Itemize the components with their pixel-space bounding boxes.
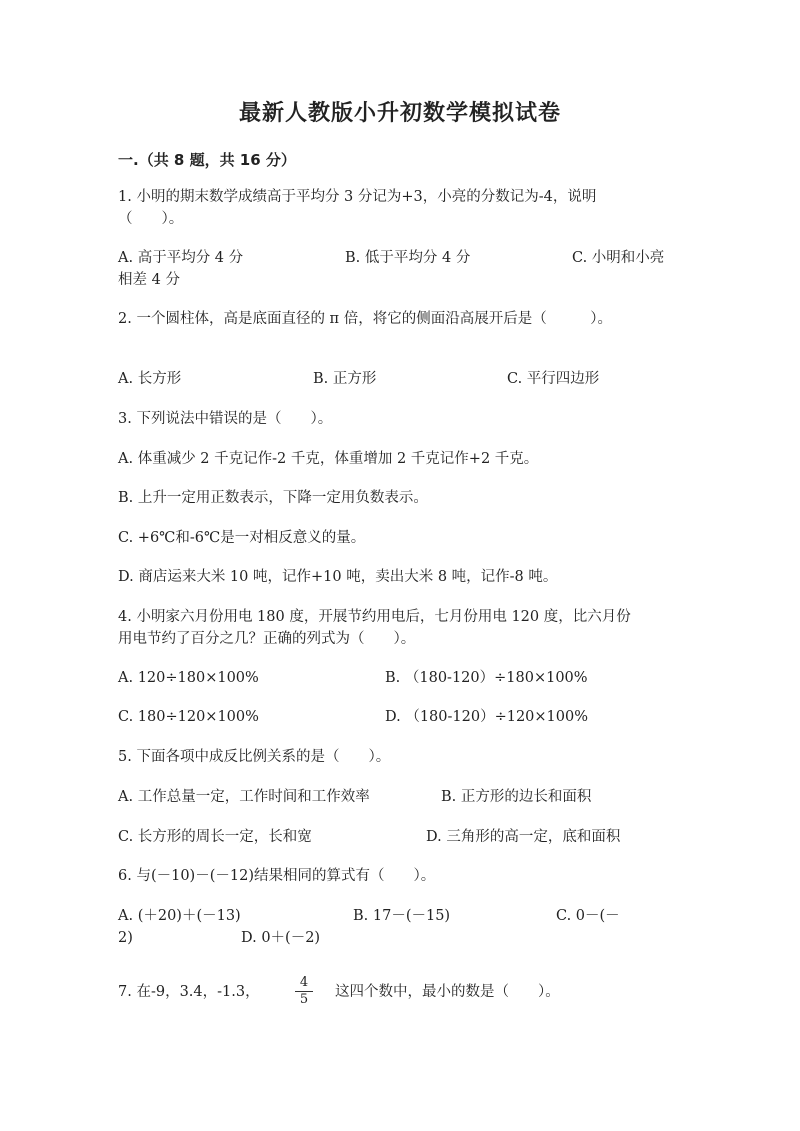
question-6-option-d: D. 0＋(－2) <box>241 930 321 946</box>
question-4-stem-line2: 用电节约了百分之几？正确的列式为（ ）。 <box>118 631 416 647</box>
question-5-stem: 5. 下面各项中成反比例关系的是（ ）。 <box>118 749 391 765</box>
question-3-option-b: B. 上升一定用正数表示，下降一定用负数表示。 <box>118 490 428 506</box>
question-1-stem-line2: （ ）。 <box>118 211 184 227</box>
question-5-option-d: D. 三角形的高一定，底和面积 <box>426 829 621 845</box>
fraction-denominator: 5 <box>299 992 309 1007</box>
question-6-option-a: A. (＋20)＋(－13) <box>118 908 241 924</box>
question-4-option-b: B. （180-120）÷180×100% <box>385 670 588 686</box>
question-7-stem-start: 7. 在-9，3.4，-1.3， <box>118 984 260 1000</box>
fraction-numerator: 4 <box>295 975 313 992</box>
question-4-option-c: C. 180÷120×100% <box>118 709 259 725</box>
question-4-option-a: A. 120÷180×100% <box>118 670 259 686</box>
question-5-option-c: C. 长方形的周长一定，长和宽 <box>118 829 312 845</box>
question-6-option-c-line1: C. 0－(－ <box>556 908 620 924</box>
fraction-four-fifths <box>295 975 313 1008</box>
question-6-option-b: B. 17－(－15) <box>353 908 451 924</box>
question-2-option-c: C. 平行四边形 <box>507 371 600 387</box>
question-2-option-a: A. 长方形 <box>118 371 182 387</box>
question-1-stem-line1: 1. 小明的期末数学成绩高于平均分 3 分记为+3，小亮的分数记为-4，说明 <box>118 189 597 205</box>
question-6-stem: 6. 与(－10)－(－12)结果相同的算式有（ ）。 <box>118 868 436 884</box>
question-4-stem-line1: 4. 小明家六月份用电 180 度，开展节约用电后，七月份用电 120 度，比六月份 <box>118 609 631 625</box>
question-3-stem: 3. 下列说法中错误的是（ ）。 <box>118 411 333 427</box>
question-4-option-d: D. （180-120）÷120×100% <box>385 709 589 725</box>
question-1-option-c-line1: C. 小明和小亮 <box>572 250 665 266</box>
question-3-option-c: C. +6℃和-6℃是一对相反意义的量。 <box>118 530 366 546</box>
question-2-option-b: B. 正方形 <box>313 371 377 387</box>
question-1-option-c-line2: 相差 4 分 <box>118 272 180 288</box>
question-2-stem: 2. 一个圆柱体，高是底面直径的 π 倍，将它的侧面沿高展开后是（ ）。 <box>118 311 612 327</box>
question-1-option-b: B. 低于平均分 4 分 <box>345 250 471 266</box>
question-3-option-a: A. 体重减少 2 千克记作-2 千克，体重增加 2 千克记作+2 千克。 <box>118 451 539 467</box>
question-5-option-b: B. 正方形的边长和面积 <box>441 789 592 805</box>
question-7-stem-end: 这四个数中，最小的数是（ ）。 <box>335 984 560 1000</box>
question-1-option-a: A. 高于平均分 4 分 <box>118 250 244 266</box>
question-3-option-d: D. 商店运来大米 10 吨，记作+10 吨，卖出大米 8 吨，记作-8 吨。 <box>118 569 558 585</box>
page-title: 最新人教版小升初数学模拟试卷 <box>238 101 561 126</box>
question-6-option-c-line2: 2) <box>118 930 133 946</box>
question-5-option-a: A. 工作总量一定，工作时间和工作效率 <box>118 789 370 805</box>
section-heading: 一.（共 8 题，共 16 分） <box>118 151 296 169</box>
